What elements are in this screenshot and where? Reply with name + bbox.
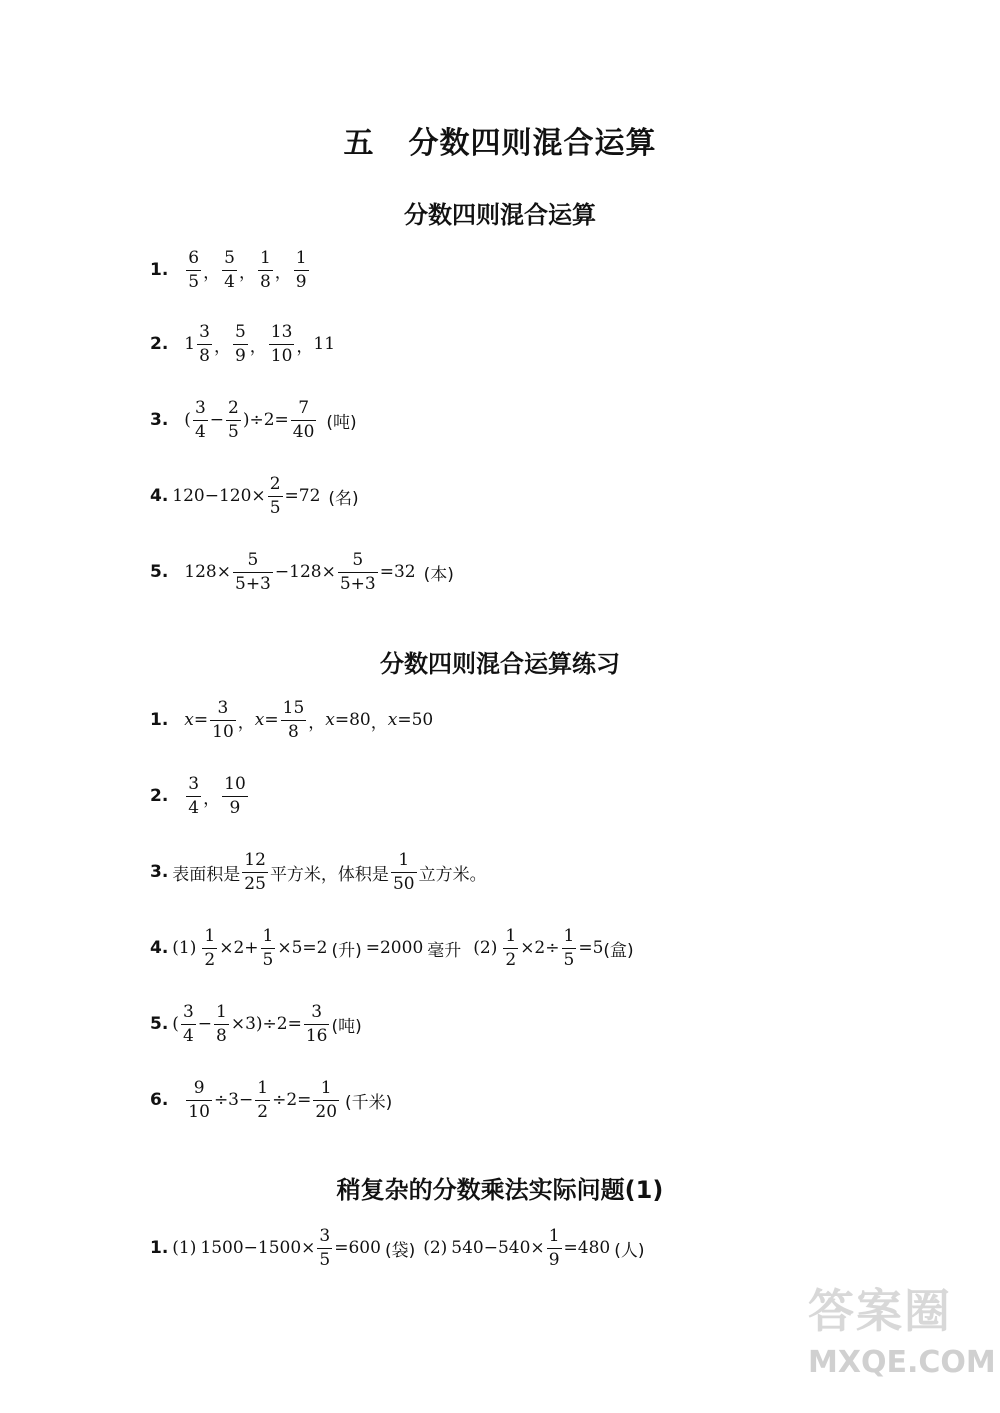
fraction: $\frac{12}{25}$	[244, 849, 266, 894]
fraction: $\frac{2}{5}$	[228, 397, 239, 442]
fraction: $\frac{1}{9}$	[548, 1225, 560, 1270]
s3-question-1: 1. (1) 1500−1500× $\frac{3}{5}$ =600 (袋) (2) 540−540× $\frac{1}{9}$ =480 (人)	[150, 1225, 645, 1270]
fraction: $\frac{3}{4}$	[194, 397, 206, 442]
section-title-1: 分数四则混合运算	[404, 201, 596, 229]
s1-question-1: 1. $\frac{6}{5}$ ， $\frac{5}{4}$ ， $\frac{1}{8}$ ， $\frac{1}{9}$	[150, 247, 307, 292]
s2-question-1: 1. x = $\frac{3}{10}$ ， x = $\frac{15}{8}$ ， x = 80 ， x = 50	[150, 697, 434, 742]
s1-question-5: 5. 128× $\frac{5}{5+3}$ −128× $\frac{5}{5+3}$ =32 (本)	[150, 549, 454, 594]
fraction: $\frac{15}{8}$	[282, 697, 305, 742]
watermark-logo	[808, 1284, 996, 1398]
fraction: $\frac{2}{5}$	[269, 473, 281, 518]
fraction: $\frac{3}{10}$	[212, 697, 234, 742]
s2-question-2: 2. $\frac{3}{4}$ ， $\frac{10}{9}$	[150, 773, 246, 818]
chapter-title-text: 分数四则混合运算	[408, 126, 657, 161]
fraction: $\frac{6}{5}$	[188, 247, 200, 292]
chapter-number: 五	[343, 126, 375, 161]
s1-question-3: 3. ( $\frac{3}{4}$ − $\frac{2}{5}$ )÷2= $\frac{7}{40}$ (吨)	[150, 397, 357, 442]
fraction: $\frac{5}{9}$	[234, 321, 246, 366]
s2-question-4: 4. (1) $\frac{1}{2}$ ×2+ $\frac{1}{5}$ ×5=2 (升) =2000 毫升 (2) $\frac{1}{2}$ ×2÷ $\frac{1}{5}$ =5 (盒)	[150, 925, 634, 970]
s1-question-2: 2. 1 $\frac{3}{8}$ ， $\frac{5}{9}$ ， $\frac{13}{10}$ ， 11	[150, 321, 336, 366]
watermark-bottom-text: MXQE.COM	[808, 1345, 996, 1380]
fraction: $\frac{5}{5+3}$	[235, 549, 271, 594]
fraction: $\frac{9}{10}$	[188, 1077, 210, 1122]
fraction: $\frac{1}{8}$	[259, 247, 271, 292]
fraction: $\frac{1}{2}$	[505, 925, 517, 970]
fraction: $\frac{1}{9}$	[295, 247, 307, 292]
fraction: $\frac{1}{50}$	[392, 849, 415, 894]
s2-question-5: 5. ( $\frac{3}{4}$ − $\frac{1}{8}$ ×3)÷2= $\frac{3}{16}$ (吨)	[150, 1001, 362, 1046]
s2-question-3: 3. 表面积是 $\frac{12}{25}$ 平方米，体积是 $\frac{1}{50}$ 立方米。	[150, 849, 487, 894]
fraction: $\frac{1}{2}$	[204, 925, 216, 970]
fraction: $\frac{3}{8}$	[199, 321, 210, 366]
s2-question-6: 6. $\frac{9}{10}$ ÷3− $\frac{1}{2}$ ÷2= $\frac{1}{20}$ (千米)	[150, 1077, 393, 1122]
fraction: $\frac{3}{4}$	[188, 773, 200, 818]
fraction: $\frac{1}{5}$	[262, 925, 274, 970]
fraction: $\frac{1}{5}$	[563, 925, 575, 970]
section-title-2: 分数四则混合运算练习	[380, 650, 620, 678]
section-title-3: 稍复杂的分数乘法实际问题(1)	[336, 1176, 664, 1204]
fraction: $\frac{1}{8}$	[216, 1001, 227, 1046]
fraction: $\frac{3}{16}$	[305, 1001, 328, 1046]
fraction: $\frac{3}{4}$	[182, 1001, 194, 1046]
watermark-top-text: 答案圈	[808, 1284, 952, 1338]
fraction: $\frac{5}{4}$	[224, 247, 235, 292]
s1-question-4: 4. 120−120× $\frac{2}{5}$ =72 (名)	[150, 473, 359, 518]
fraction: $\frac{1}{20}$	[315, 1077, 338, 1122]
fraction: $\frac{5}{5+3}$	[339, 549, 376, 594]
chapter-title	[0, 118, 1000, 162]
fraction: $\frac{1}{2}$	[257, 1077, 269, 1122]
fraction: $\frac{13}{10}$	[270, 321, 293, 366]
fraction: $\frac{10}{9}$	[224, 773, 246, 818]
fraction: $\frac{7}{40}$	[292, 397, 315, 442]
fraction: $\frac{3}{5}$	[319, 1225, 331, 1270]
